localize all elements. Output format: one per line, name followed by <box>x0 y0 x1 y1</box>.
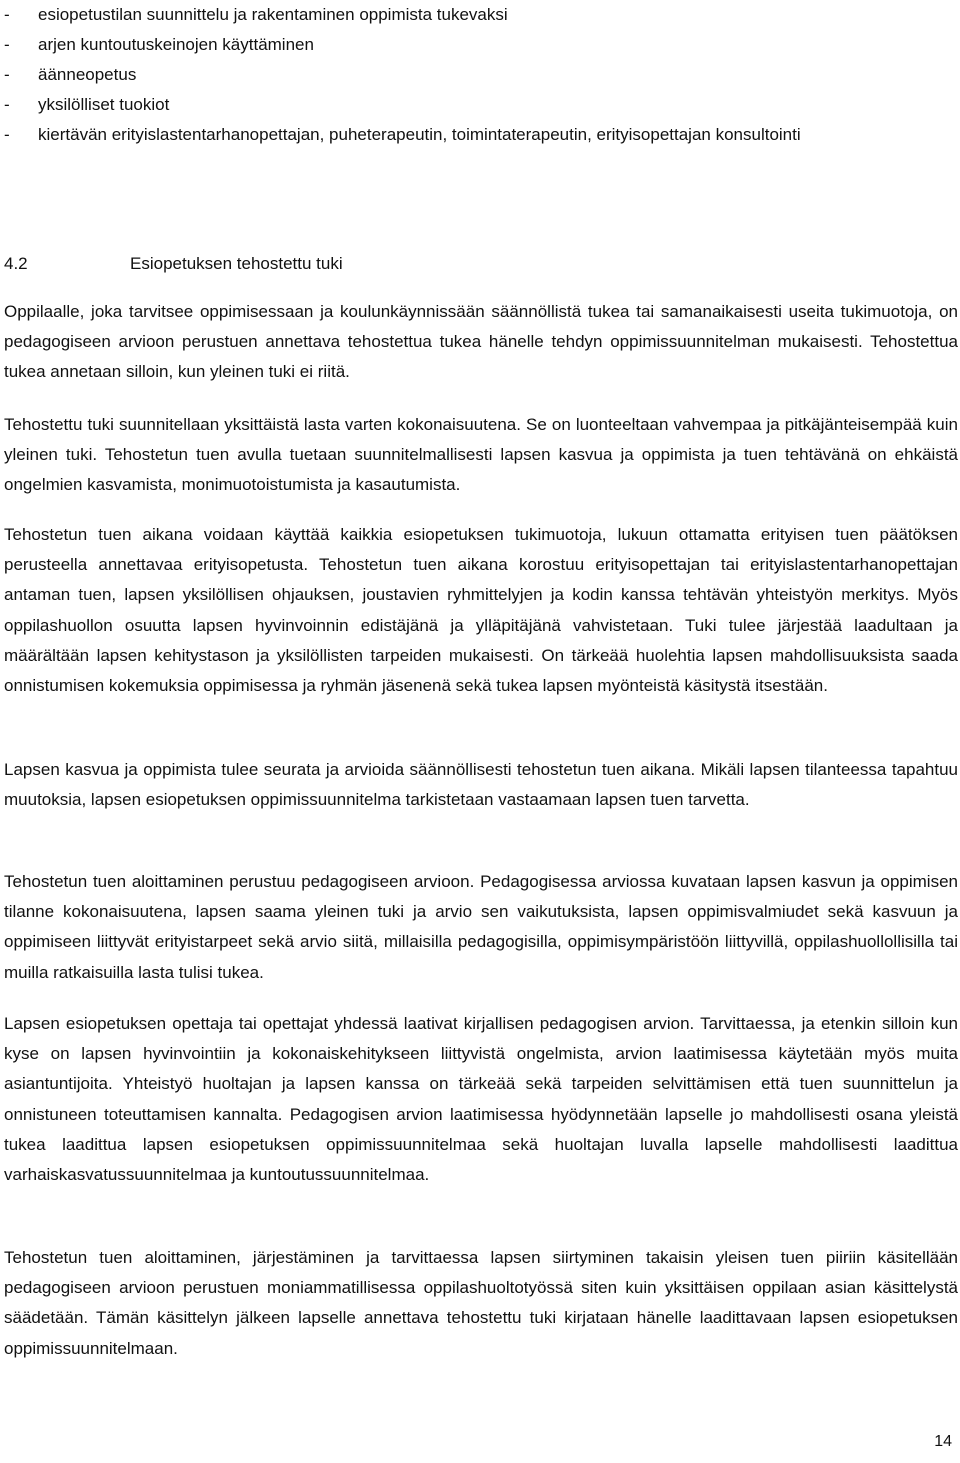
bullet-dash: - <box>4 35 10 54</box>
list-item <box>4 0 958 30</box>
section-title: Esiopetuksen tehostettu tuki <box>130 254 343 273</box>
list-item <box>4 60 958 90</box>
bullet-dash: - <box>4 125 10 144</box>
bullet-list <box>4 0 958 150</box>
section-number: 4.2 <box>4 254 28 273</box>
list-item <box>4 90 958 120</box>
paragraph: Lapsen esiopetuksen opettaja tai opettajat yhdessä laativat kirjallisen pedagogisen arvion. Tarvittaessa, ja etenkin silloin kun kyse on lapsen hyvinvointiin ja kokonaiskehitykseen liittyvistä ongelmista, arvion laatimisessa käytetään myös muita asiantuntijoita. Yhteistyö huoltajan ja lapsen kanssa on tärkeää sekä tarpeiden selvittämisen että tuen suunnittelun ja onnistuneen toteuttamisen kannalta. Pedagogisen arvion laatimisessa hyödynnetään lapselle jo mahdollisesti osana yleistä tukea laadittua lapsen esiopetuksen oppimissuunnitelmaa sekä huoltajan luvalla lapselle mahdollisesti laadittua varhaiskasvatussuunnitelmaa ja kuntoutussuunnitelmaa. <box>4 1014 958 1185</box>
list-item <box>4 120 958 150</box>
list-item-text: äänneopetus <box>38 65 137 84</box>
paragraph: Oppilaalle, joka tarvitsee oppimisessaan ja koulunkäynnissään säännöllistä tukea tai samanaikaisesti useita tukimuotoja, on pedagogiseen arvioon perustuen annettava tehostettua tukea hänelle tehdyn oppimissuunnitelman mukaisesti. Tehostettua tukea annetaan silloin, kun yleinen tuki ei riitä. <box>4 302 958 382</box>
bullet-dash: - <box>4 5 10 24</box>
paragraph: Tehostetun tuen aikana voidaan käyttää kaikkia esiopetuksen tukimuotoja, lukuun ottamatta erityisen tuen päätöksen perusteella annettavaa erityisopetusta. Tehostetun tuen aikana korostuu erityisopettajan tai erityislastentarhanopettajan antaman tuen, lapsen yksilöllisen ohjauksen, joustavien ryhmittelyjen ja kodin kanssa tehtävän yhteistyön merkitys. Myös oppilashuollon osuutta lapsen hyvinvoinnin edistäjänä ja ylläpitäjänä vahvistetaan. Tuki tulee järjestää laadultaan ja määrältään lapsen kehitystason ja yksilöllisten tarpeiden mukaisesti. On tärkeää huolehtia lapsen mahdollisuuksista saada onnistumisen kokemuksia oppimisessa ja ryhmän jäsenenä sekä tukea lapsen myönteistä käsitystä itsestään. <box>4 525 958 696</box>
page-number: 14 <box>934 1433 952 1450</box>
list-item-text: esiopetustilan suunnittelu ja rakentaminen oppimista tukevaksi <box>38 5 508 24</box>
bullet-dash: - <box>4 95 10 114</box>
paragraph: Tehostettu tuki suunnitellaan yksittäistä lasta varten kokonaisuutena. Se on luonteeltaan vahvempaa ja pitkäjänteisempää kuin yleinen tuki. Tehostetun tuen avulla tuetaan suunnitelmallisesti lapsen kasvua ja oppimista ja tuen tehtävänä on ehkäistä ongelmien kasvamista, monimuotoistumista ja kasautumista. <box>4 415 958 495</box>
list-item-text: yksilölliset tuokiot <box>38 95 170 114</box>
list-item-text: arjen kuntoutuskeinojen käyttäminen <box>38 35 314 54</box>
paragraph: Lapsen kasvua ja oppimista tulee seurata ja arvioida säännöllisesti tehostetun tuen aikana. Mikäli lapsen tilanteessa tapahtuu muutoksia, lapsen esiopetuksen oppimissuunnitelma tarkistetaan vastaamaan lapsen tuen tarvetta. <box>4 760 958 810</box>
section-heading <box>4 249 343 279</box>
paragraph: Tehostetun tuen aloittaminen perustuu pedagogiseen arvioon. Pedagogisessa arviossa kuvataan lapsen kasvun ja oppimisen tilanne kokonaisuutena, lapsen saama yleinen tuki ja arvio sen vaikutuksista, lapsen oppimisvalmiudet sekä kasvuun ja oppimiseen liittyvät erityistarpeet sekä arvio siitä, millaisilla pedagogisilla, oppimisympäristöön liittyvillä, oppilashuollollisilla tai muilla ratkaisuilla lasta tulisi tukea. <box>4 872 958 982</box>
bullet-dash: - <box>4 65 10 84</box>
list-item-text: kiertävän erityislastentarhanopettajan, puheterapeutin, toimintaterapeutin, erityisopettajan konsultointi <box>38 125 801 144</box>
paragraph: Tehostetun tuen aloittaminen, järjestäminen ja tarvittaessa lapsen siirtyminen takaisin yleisen tuen piiriin käsitellään pedagogiseen arvioon perustuen moniammatillisessa oppilashuoltotyössä siten kuin yksittäisen oppilaan asian käsittelystä säädetään. Tämän käsittelyn jälkeen lapselle annettava tehostettu tuki kirjataan hänelle laadittavaan lapsen esiopetuksen oppimissuunnitelmaan. <box>4 1248 958 1358</box>
list-item <box>4 30 958 60</box>
